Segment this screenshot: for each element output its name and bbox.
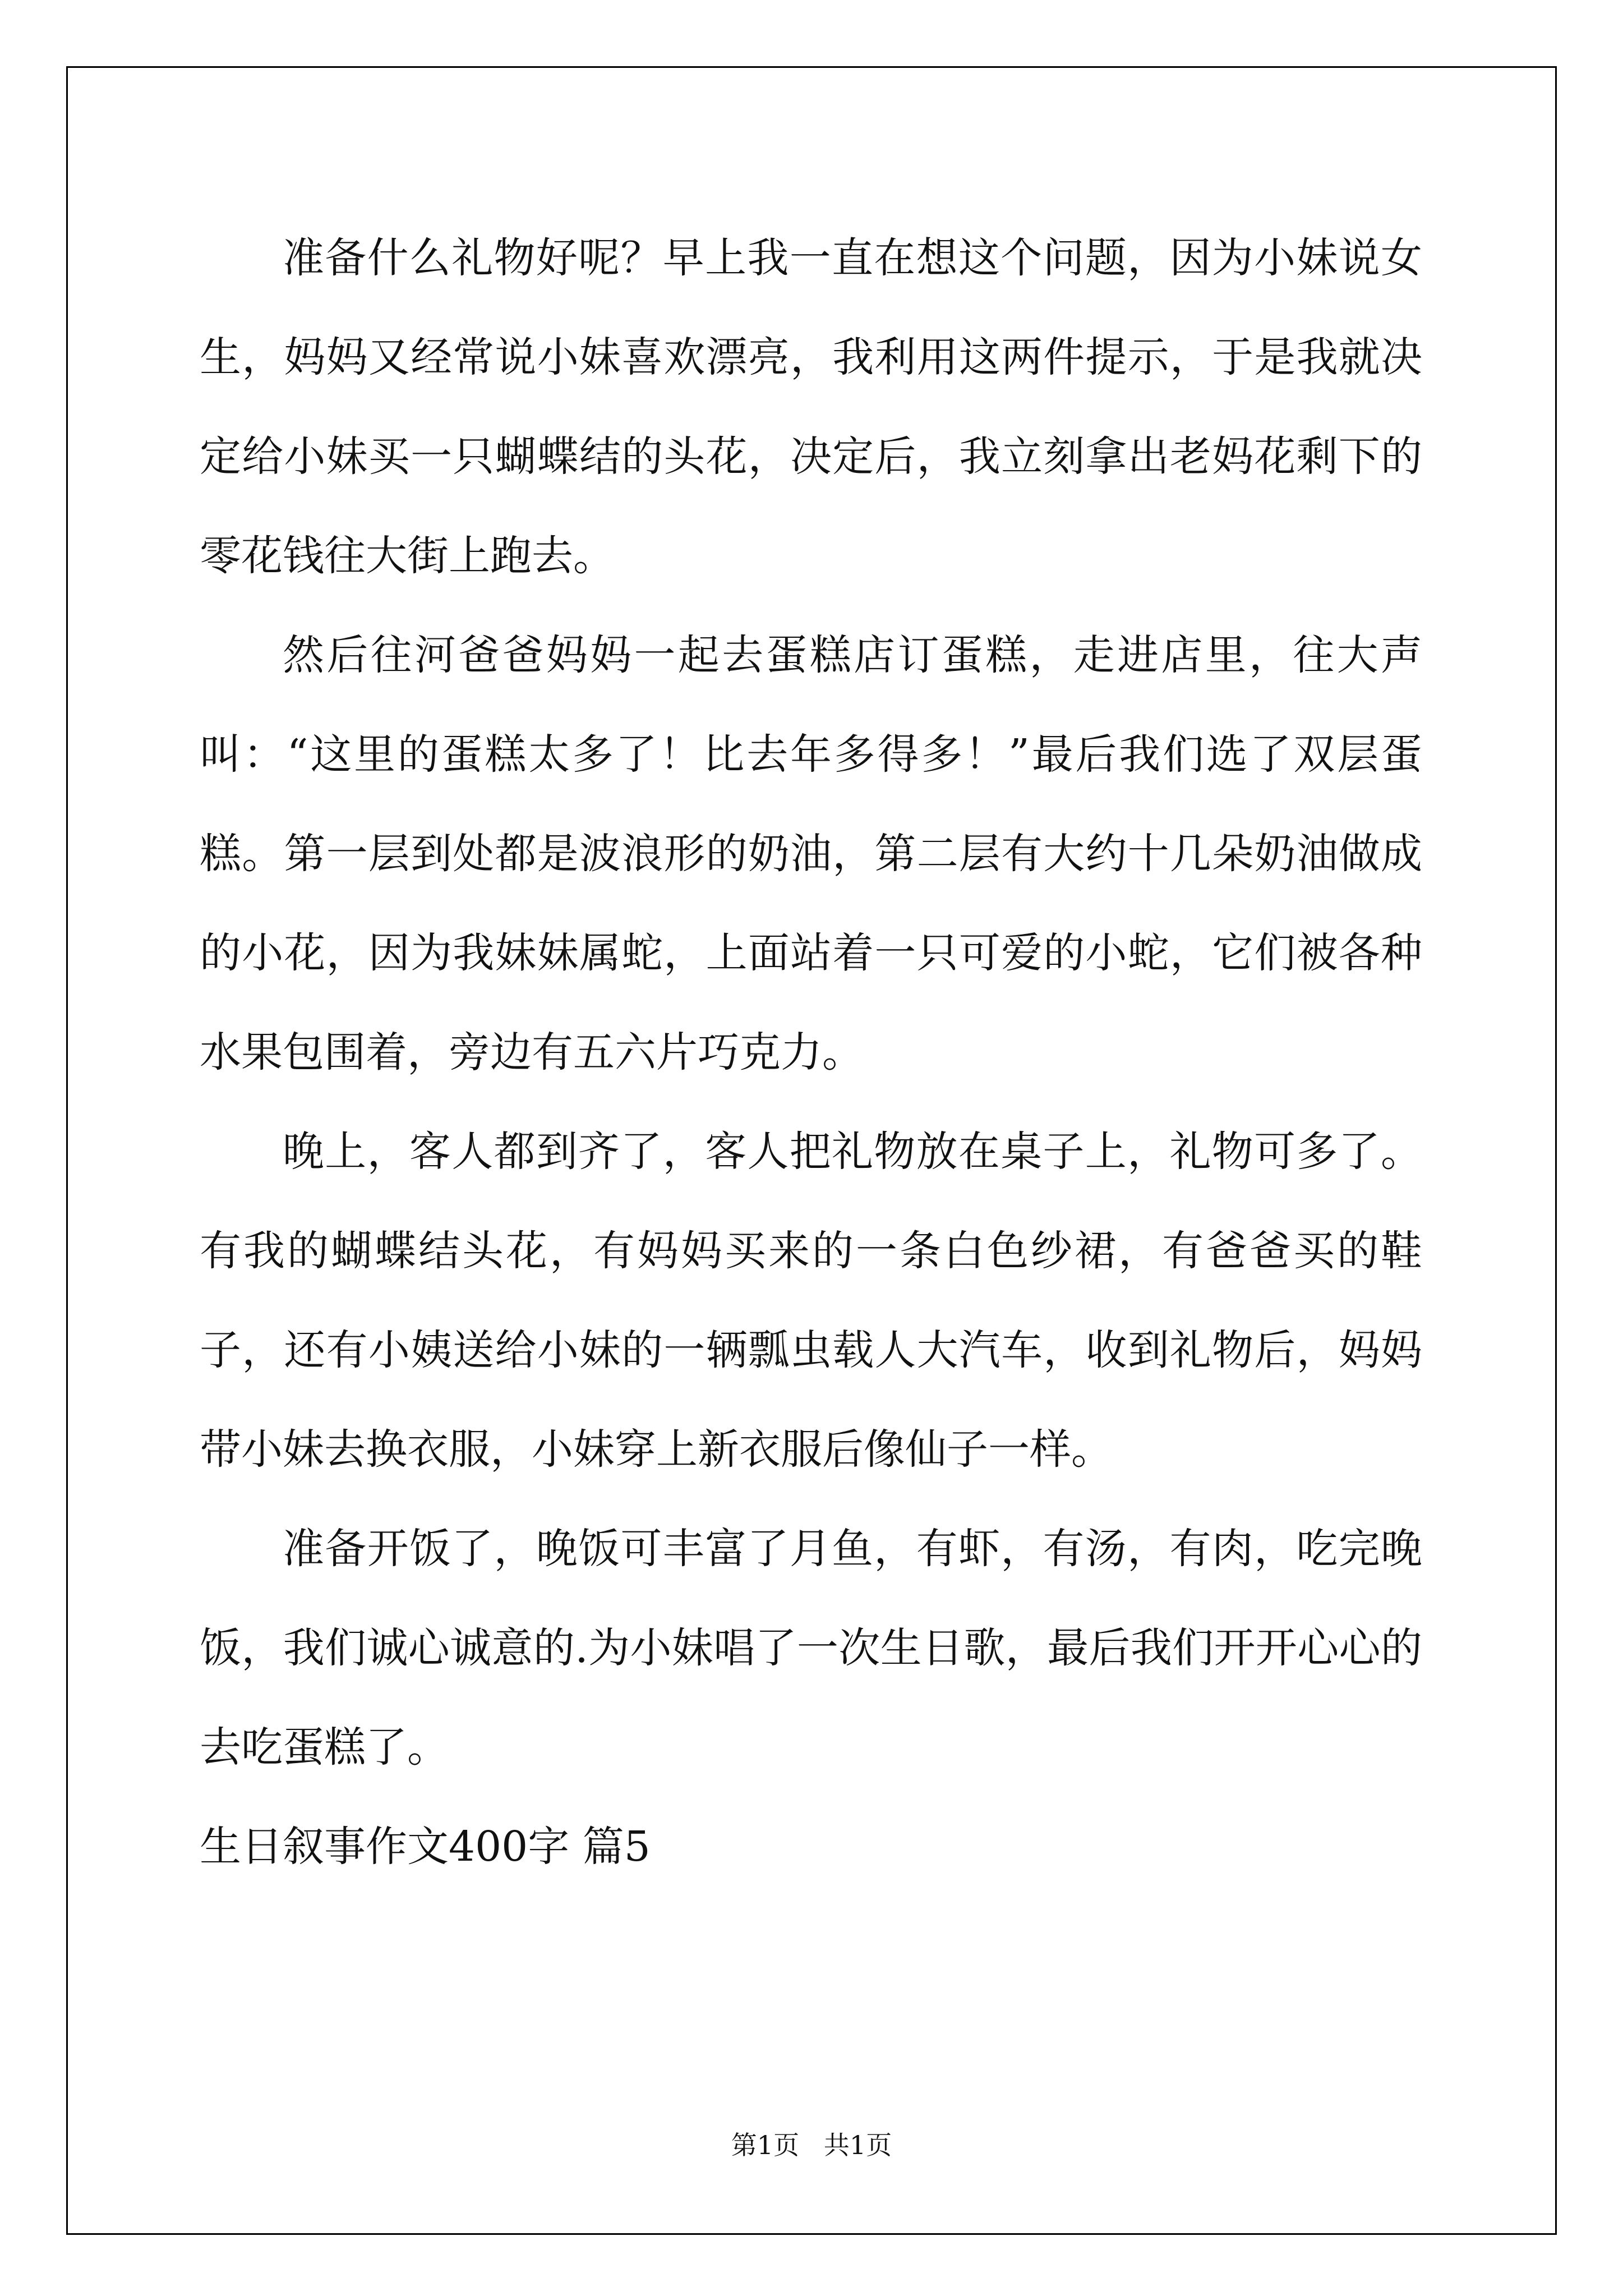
paragraph-1: 准备什么礼物好呢？早上我一直在想这个问题，因为小妹说女生，妈妈又经常说小妹喜欢漂亮，我利用这两件提示，于是我就决定给小妹买一只蝴蝶结的头花，决定后，我立刻拿出老妈花剩下的零花钱往大街上跑去。 [200, 234, 1422, 580]
section-heading: 生日叙事作文400字 篇5 [200, 1823, 651, 1871]
page-number-footer: 第1页 共1页 [731, 2130, 892, 2160]
paragraph-3: 晚上，客人都到齐了，客人把礼物放在桌子上，礼物可多了。有我的蝴蝶结头花，有妈妈买来的一条白色纱裙，有爸爸买的鞋子，还有小姨送给小妹的一辆瓢虫载人大汽车，收到礼物后，妈妈带小妹去换衣服，小妹穿上新衣服后像仙子一样。 [200, 1128, 1422, 1474]
paragraph-4: 准备开饭了，晚饭可丰富了月鱼，有虾，有汤，有肉，吃完晚饭，我们诚心诚意的.为小妹唱了一次生日歌，最后我们开开心心的去吃蛋糕了。 [200, 1525, 1422, 1772]
document-body [200, 209, 1422, 1897]
paragraph-2: 然后往河爸爸妈妈一起去蛋糕店订蛋糕，走进店里，往大声叫：“这里的蛋糕太多了！比去年多得多！”最后我们选了双层蛋糕。第一层到处都是波浪形的奶油，第二层有大约十几朵奶油做成的小花，因为我妹妹属蛇，上面站着一只可爱的小蛇，它们被各种水果包围着，旁边有五六片巧克力。 [200, 631, 1422, 1076]
